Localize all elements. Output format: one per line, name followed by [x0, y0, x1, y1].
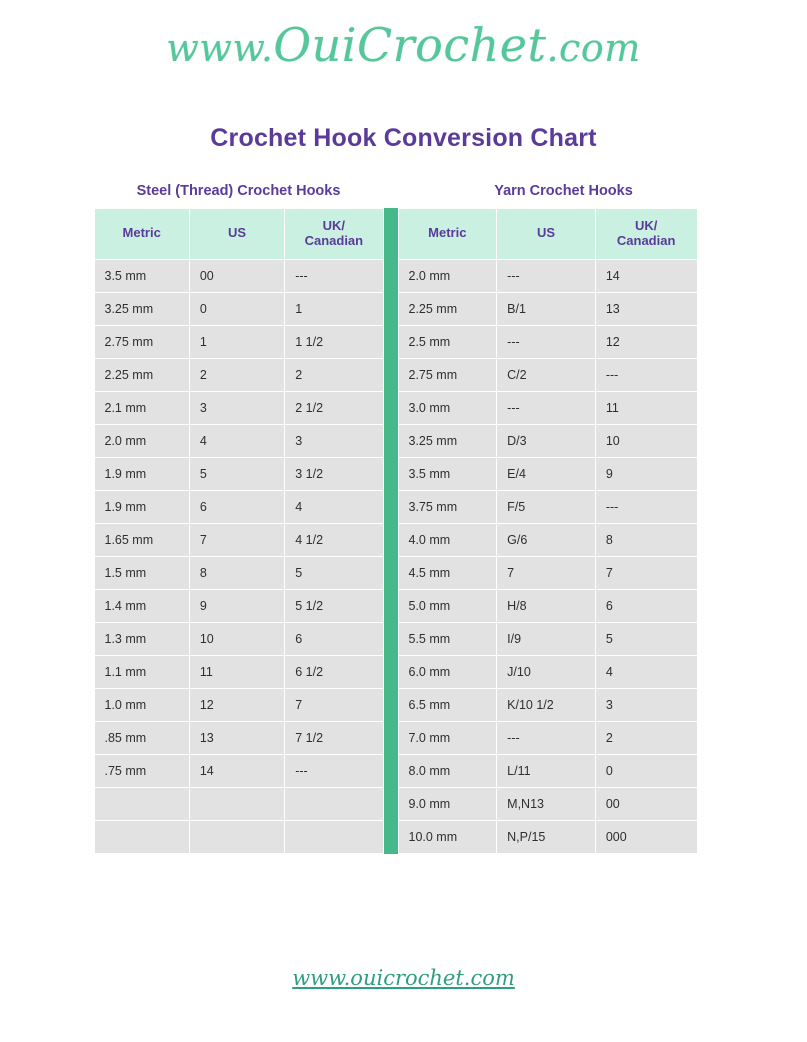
cell-us: M,N13	[497, 787, 596, 820]
cell-uk: 13	[595, 292, 697, 325]
cell-uk: 14	[595, 259, 697, 292]
table-row	[398, 523, 697, 556]
cell-us: ---	[497, 391, 596, 424]
cell-metric: 9.0 mm	[398, 787, 497, 820]
cell-metric: .85 mm	[94, 721, 189, 754]
cell-uk	[285, 820, 383, 853]
cell-metric: 1.5 mm	[94, 556, 189, 589]
table-row	[398, 391, 697, 424]
cell-uk: 1	[285, 292, 383, 325]
table-row	[94, 754, 383, 787]
cell-uk: ---	[595, 358, 697, 391]
cell-uk: 6	[595, 589, 697, 622]
cell-us: L/11	[497, 754, 596, 787]
table-row	[398, 292, 697, 325]
cell-uk: 6	[285, 622, 383, 655]
table-row	[398, 655, 697, 688]
cell-uk: 5	[595, 622, 697, 655]
steel-table-heading: Steel (Thread) Crochet Hooks	[136, 183, 341, 199]
cell-metric	[94, 787, 189, 820]
cell-uk: 2	[285, 358, 383, 391]
cell-metric: 5.5 mm	[398, 622, 497, 655]
cell-metric: 5.0 mm	[398, 589, 497, 622]
cell-uk: 3	[595, 688, 697, 721]
cell-metric: 3.5 mm	[94, 259, 189, 292]
cell-uk: 4 1/2	[285, 523, 383, 556]
cell-metric: 2.1 mm	[94, 391, 189, 424]
cell-us: N,P/15	[497, 820, 596, 853]
yarn-col-uk-canadian	[595, 209, 697, 260]
logo-prefix: www.	[166, 26, 274, 70]
table-row	[94, 490, 383, 523]
cell-us: G/6	[497, 523, 596, 556]
footer-website-link[interactable]: www.ouicrochet.com	[292, 966, 515, 990]
cell-us: 5	[189, 457, 284, 490]
cell-metric	[94, 820, 189, 853]
table-row	[398, 556, 697, 589]
cell-metric: 10.0 mm	[398, 820, 497, 853]
yarn-table-heading: Yarn Crochet Hooks	[494, 183, 633, 199]
cell-us: 8	[189, 556, 284, 589]
cell-metric: 4.5 mm	[398, 556, 497, 589]
table-row	[398, 490, 697, 523]
cell-uk: 9	[595, 457, 697, 490]
conversion-tables	[94, 183, 714, 854]
steel-col-metric: Metric	[94, 209, 189, 260]
steel-col-uk-line2: Canadian	[304, 232, 364, 248]
cell-uk: 7	[595, 556, 697, 589]
cell-uk: ---	[595, 490, 697, 523]
cell-metric: .75 mm	[94, 754, 189, 787]
table-divider	[384, 208, 398, 854]
cell-uk: 5 1/2	[285, 589, 383, 622]
yarn-col-us: US	[497, 209, 596, 260]
cell-us: H/8	[497, 589, 596, 622]
table-headings	[94, 183, 714, 199]
cell-uk: 4	[285, 490, 383, 523]
table-row	[94, 820, 383, 853]
cell-us: E/4	[497, 457, 596, 490]
steel-table-body	[94, 259, 383, 853]
cell-us: 11	[189, 655, 284, 688]
cell-us: 2	[189, 358, 284, 391]
steel-table-head	[94, 209, 383, 260]
cell-uk: ---	[285, 259, 383, 292]
cell-uk: 10	[595, 424, 697, 457]
cell-us: 6	[189, 490, 284, 523]
cell-metric: 6.0 mm	[398, 655, 497, 688]
cell-metric: 6.5 mm	[398, 688, 497, 721]
table-row	[94, 424, 383, 457]
table-row	[398, 589, 697, 622]
cell-uk: 5	[285, 556, 383, 589]
cell-uk: 1 1/2	[285, 325, 383, 358]
cell-us: 7	[497, 556, 596, 589]
cell-us: 10	[189, 622, 284, 655]
yarn-col-uk-line1: UK/	[634, 218, 658, 233]
footer	[0, 966, 807, 990]
cell-metric: 3.5 mm	[398, 457, 497, 490]
steel-col-uk-canadian	[285, 209, 383, 260]
steel-col-uk-line1: UK/	[322, 218, 346, 233]
cell-uk: 2	[595, 721, 697, 754]
cell-us: K/10 1/2	[497, 688, 596, 721]
table-row	[398, 787, 697, 820]
cell-us: ---	[497, 259, 596, 292]
cell-uk: 000	[595, 820, 697, 853]
table-row	[94, 523, 383, 556]
cell-uk: 8	[595, 523, 697, 556]
cell-uk: 0	[595, 754, 697, 787]
table-row	[94, 721, 383, 754]
table-row	[398, 424, 697, 457]
cell-uk: 12	[595, 325, 697, 358]
cell-us: 4	[189, 424, 284, 457]
table-row	[398, 721, 697, 754]
cell-uk: 7	[285, 688, 383, 721]
cell-metric: 3.0 mm	[398, 391, 497, 424]
cell-metric: 2.25 mm	[94, 358, 189, 391]
tables-row	[94, 208, 714, 854]
yarn-table-head	[398, 209, 697, 260]
table-row	[398, 325, 697, 358]
table-row	[94, 457, 383, 490]
table-row	[398, 688, 697, 721]
steel-hooks-table	[94, 208, 384, 854]
cell-uk: 11	[595, 391, 697, 424]
table-row	[94, 358, 383, 391]
cell-metric: 7.0 mm	[398, 721, 497, 754]
cell-us: B/1	[497, 292, 596, 325]
cell-uk: 3	[285, 424, 383, 457]
cell-us: F/5	[497, 490, 596, 523]
site-logo	[0, 0, 807, 72]
table-row	[94, 556, 383, 589]
cell-uk: 00	[595, 787, 697, 820]
table-row	[398, 820, 697, 853]
cell-us	[189, 820, 284, 853]
cell-uk	[285, 787, 383, 820]
logo-brand: OuiCrochet	[273, 18, 547, 72]
cell-metric: 1.1 mm	[94, 655, 189, 688]
table-row	[94, 589, 383, 622]
yarn-table-body	[398, 259, 697, 853]
table-row	[398, 358, 697, 391]
yarn-col-metric: Metric	[398, 209, 497, 260]
cell-us: 00	[189, 259, 284, 292]
cell-uk: 6 1/2	[285, 655, 383, 688]
cell-us: J/10	[497, 655, 596, 688]
site-logo-text	[0, 18, 807, 72]
cell-metric: 4.0 mm	[398, 523, 497, 556]
table-row	[94, 292, 383, 325]
cell-metric: 8.0 mm	[398, 754, 497, 787]
table-row	[398, 622, 697, 655]
steel-col-us: US	[189, 209, 284, 260]
table-header-row	[398, 209, 697, 260]
yarn-col-uk-line2: Canadian	[616, 232, 676, 248]
table-row	[94, 391, 383, 424]
table-row	[94, 325, 383, 358]
cell-uk: 2 1/2	[285, 391, 383, 424]
cell-metric: 3.75 mm	[398, 490, 497, 523]
table-row	[398, 754, 697, 787]
cell-us	[189, 787, 284, 820]
cell-uk: 7 1/2	[285, 721, 383, 754]
cell-metric: 2.0 mm	[94, 424, 189, 457]
page-title: Crochet Hook Conversion Chart	[210, 124, 597, 152]
table-row	[94, 259, 383, 292]
cell-metric: 1.3 mm	[94, 622, 189, 655]
cell-us: D/3	[497, 424, 596, 457]
table-row	[94, 622, 383, 655]
cell-us: 1	[189, 325, 284, 358]
cell-us: 3	[189, 391, 284, 424]
table-row	[398, 457, 697, 490]
cell-uk: 4	[595, 655, 697, 688]
cell-metric: 2.75 mm	[398, 358, 497, 391]
cell-us: 7	[189, 523, 284, 556]
cell-metric: 2.25 mm	[398, 292, 497, 325]
cell-us: ---	[497, 325, 596, 358]
cell-uk: 3 1/2	[285, 457, 383, 490]
yarn-hooks-table	[398, 208, 698, 854]
cell-metric: 1.0 mm	[94, 688, 189, 721]
cell-metric: 3.25 mm	[398, 424, 497, 457]
logo-suffix: .com	[546, 26, 641, 70]
table-row	[94, 688, 383, 721]
cell-metric: 3.25 mm	[94, 292, 189, 325]
cell-us: 12	[189, 688, 284, 721]
cell-us: C/2	[497, 358, 596, 391]
cell-metric: 2.0 mm	[398, 259, 497, 292]
cell-metric: 1.9 mm	[94, 457, 189, 490]
cell-us: 14	[189, 754, 284, 787]
table-header-row	[94, 209, 383, 260]
cell-us: ---	[497, 721, 596, 754]
cell-metric: 1.4 mm	[94, 589, 189, 622]
cell-us: 13	[189, 721, 284, 754]
cell-metric: 1.65 mm	[94, 523, 189, 556]
cell-metric: 2.5 mm	[398, 325, 497, 358]
cell-us: 9	[189, 589, 284, 622]
table-row	[398, 259, 697, 292]
cell-us: I/9	[497, 622, 596, 655]
table-row	[94, 787, 383, 820]
cell-us: 0	[189, 292, 284, 325]
cell-uk: ---	[285, 754, 383, 787]
cell-metric: 2.75 mm	[94, 325, 189, 358]
table-row	[94, 655, 383, 688]
cell-metric: 1.9 mm	[94, 490, 189, 523]
